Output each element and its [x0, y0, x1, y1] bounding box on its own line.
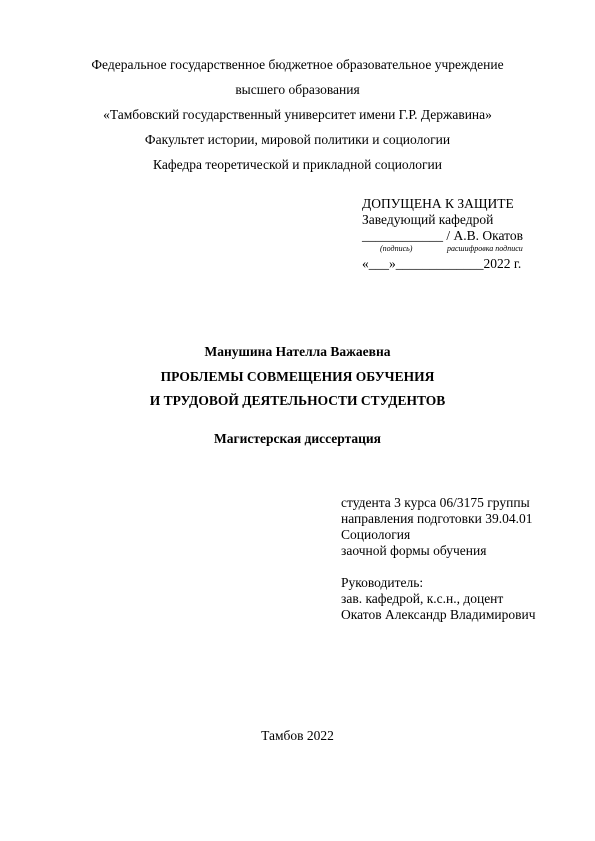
signature-line: ____________ / А.В. Окатов	[362, 228, 523, 243]
work-type: Магистерская диссертация	[213, 431, 381, 446]
student-info-line-1: студента 3 курса 06/3175 группы	[341, 495, 530, 510]
work-title-line-2: И ТРУДОВОЙ ДЕЯТЕЛЬНОСТИ СТУДЕНТОВ	[149, 393, 446, 408]
supervisor-label: Руководитель:	[341, 575, 424, 590]
approval-title: ДОПУЩЕНА К ЗАЩИТЕ	[362, 196, 514, 211]
header-line-3: «Тамбовский государственный университет имени Г.Р. Державина»	[103, 107, 492, 122]
city-year: Тамбов 2022	[261, 728, 334, 743]
student-info-line-3: Социология	[341, 527, 411, 542]
header-line-1: Федеральное государственное бюджетное образовательное учреждение	[91, 57, 504, 72]
supervisor-position: зав. кафедрой, к.с.н., доцент	[341, 591, 504, 606]
header-line-4: Факультет истории, мировой политики и социологии	[144, 132, 451, 147]
approval-role: Заведующий кафедрой	[362, 212, 494, 227]
work-title-line-1: ПРОБЛЕМЫ СОВМЕЩЕНИЯ ОБУЧЕНИЯ	[160, 369, 435, 384]
decoding-caption: расшифровка подписи	[447, 244, 523, 253]
header-line-5: Кафедра теоретической и прикладной социологии	[153, 157, 442, 172]
student-info-line-4: заочной формы обучения	[341, 543, 487, 558]
author-name: Манушина Нателла Важаевна	[204, 344, 391, 359]
student-info-line-2: направления подготовки 39.04.01	[341, 511, 533, 526]
supervisor-name: Окатов Александр Владимирович	[341, 607, 536, 622]
signature-caption: (подпись)	[380, 244, 413, 253]
header-line-2: высшего образования	[235, 82, 360, 97]
approval-date-line: «___»_____________2022 г.	[362, 256, 522, 271]
